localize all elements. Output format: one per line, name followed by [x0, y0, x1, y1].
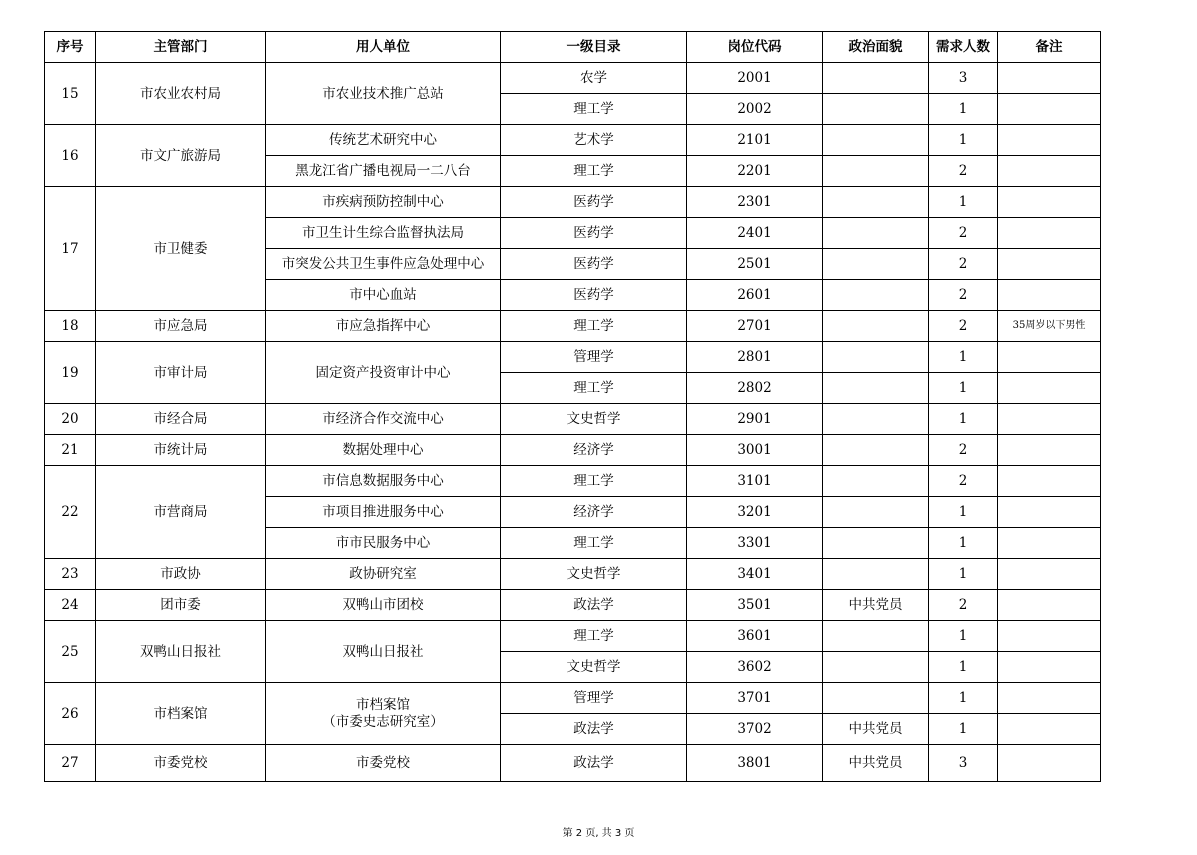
- cell-seq: 25: [45, 621, 96, 683]
- cell-count: 2: [929, 435, 998, 466]
- table-row: [45, 311, 1101, 342]
- cell-unit: 市应急指挥中心: [266, 311, 501, 342]
- cell-code: 2301: [687, 187, 823, 218]
- cell-note: [998, 497, 1101, 528]
- header-dept: 主管部门: [96, 32, 266, 63]
- cell-dept: 双鸭山日报社: [96, 621, 266, 683]
- cell-political: [823, 218, 929, 249]
- cell-category: 文史哲学: [501, 559, 687, 590]
- cell-note: [998, 466, 1101, 497]
- cell-unit: 政协研究室: [266, 559, 501, 590]
- cell-category: 经济学: [501, 435, 687, 466]
- cell-note: [998, 373, 1101, 404]
- cell-category: 医药学: [501, 218, 687, 249]
- cell-seq: 24: [45, 590, 96, 621]
- cell-code: 3401: [687, 559, 823, 590]
- cell-unit: 固定资产投资审计中心: [266, 342, 501, 404]
- cell-count: 1: [929, 528, 998, 559]
- cell-seq: 15: [45, 63, 96, 125]
- cell-seq: 17: [45, 187, 96, 311]
- cell-code: 2401: [687, 218, 823, 249]
- cell-political: [823, 404, 929, 435]
- cell-category: 理工学: [501, 94, 687, 125]
- cell-note: [998, 249, 1101, 280]
- cell-code: 2901: [687, 404, 823, 435]
- cell-political: 中共党员: [823, 714, 929, 745]
- cell-count: 1: [929, 342, 998, 373]
- cell-category: 管理学: [501, 683, 687, 714]
- cell-note: [998, 714, 1101, 745]
- cell-seq: 27: [45, 745, 96, 782]
- cell-note: [998, 435, 1101, 466]
- cell-code: 3701: [687, 683, 823, 714]
- cell-note: [998, 218, 1101, 249]
- cell-category: 理工学: [501, 311, 687, 342]
- cell-political: [823, 435, 929, 466]
- cell-note: [998, 590, 1101, 621]
- cell-count: 1: [929, 404, 998, 435]
- cell-count: 1: [929, 373, 998, 404]
- cell-code: 2501: [687, 249, 823, 280]
- cell-count: 2: [929, 156, 998, 187]
- cell-count: 2: [929, 590, 998, 621]
- cell-seq: 21: [45, 435, 96, 466]
- cell-seq: 22: [45, 466, 96, 559]
- cell-political: [823, 342, 929, 373]
- cell-category: 艺术学: [501, 125, 687, 156]
- cell-note: [998, 342, 1101, 373]
- cell-unit: 传统艺术研究中心: [266, 125, 501, 156]
- header-row: [45, 32, 1101, 63]
- cell-political: [823, 63, 929, 94]
- header-unit: 用人单位: [266, 32, 501, 63]
- cell-count: 1: [929, 187, 998, 218]
- header-political: 政治面貌: [823, 32, 929, 63]
- cell-unit: 市疾病预防控制中心: [266, 187, 501, 218]
- cell-unit: 市市民服务中心: [266, 528, 501, 559]
- cell-count: 1: [929, 714, 998, 745]
- recruitment-table: [44, 31, 1101, 782]
- cell-note: [998, 94, 1101, 125]
- cell-dept: 市委党校: [96, 745, 266, 782]
- page-number: 第 2 页, 共 3 页: [562, 828, 635, 839]
- cell-count: 1: [929, 652, 998, 683]
- cell-count: 2: [929, 311, 998, 342]
- cell-unit: 双鸭山日报社: [266, 621, 501, 683]
- cell-dept: 团市委: [96, 590, 266, 621]
- cell-political: 中共党员: [823, 590, 929, 621]
- cell-category: 文史哲学: [501, 404, 687, 435]
- cell-unit: 黑龙江省广播电视局一二八台: [266, 156, 501, 187]
- cell-code: 2101: [687, 125, 823, 156]
- cell-category: 文史哲学: [501, 652, 687, 683]
- cell-unit: 市项目推进服务中心: [266, 497, 501, 528]
- cell-dept: 市卫健委: [96, 187, 266, 311]
- header-note: 备注: [998, 32, 1101, 63]
- cell-code: 3101: [687, 466, 823, 497]
- cell-category: 医药学: [501, 249, 687, 280]
- cell-unit: 数据处理中心: [266, 435, 501, 466]
- cell-code: 2201: [687, 156, 823, 187]
- cell-note: 35周岁以下男性: [998, 311, 1101, 342]
- header-count: 需求人数: [929, 32, 998, 63]
- cell-count: 1: [929, 621, 998, 652]
- cell-dept: 市经合局: [96, 404, 266, 435]
- cell-note: [998, 125, 1101, 156]
- cell-code: 3301: [687, 528, 823, 559]
- cell-code: 3801: [687, 745, 823, 782]
- header-category: 一级目录: [501, 32, 687, 63]
- cell-unit: 市农业技术推广总站: [266, 63, 501, 125]
- cell-count: 3: [929, 63, 998, 94]
- cell-dept: 市审计局: [96, 342, 266, 404]
- cell-political: [823, 652, 929, 683]
- cell-category: 政法学: [501, 745, 687, 782]
- cell-count: 1: [929, 683, 998, 714]
- cell-code: 2802: [687, 373, 823, 404]
- cell-note: [998, 63, 1101, 94]
- cell-unit: [266, 683, 501, 745]
- table-row: [45, 342, 1101, 373]
- cell-category: 医药学: [501, 187, 687, 218]
- cell-count: 1: [929, 559, 998, 590]
- cell-category: 理工学: [501, 528, 687, 559]
- header-seq: 序号: [45, 32, 96, 63]
- cell-unit: 市委党校: [266, 745, 501, 782]
- cell-political: [823, 373, 929, 404]
- table-row: [45, 435, 1101, 466]
- cell-unit: 市经济合作交流中心: [266, 404, 501, 435]
- cell-political: [823, 249, 929, 280]
- cell-code: 2701: [687, 311, 823, 342]
- cell-category: 理工学: [501, 373, 687, 404]
- cell-category: 经济学: [501, 497, 687, 528]
- cell-political: [823, 187, 929, 218]
- cell-political: [823, 156, 929, 187]
- table-row: [45, 683, 1101, 714]
- cell-seq: 26: [45, 683, 96, 745]
- cell-note: [998, 404, 1101, 435]
- cell-dept: 市营商局: [96, 466, 266, 559]
- cell-category: 管理学: [501, 342, 687, 373]
- cell-political: [823, 311, 929, 342]
- table-row: [45, 621, 1101, 652]
- table-row: [45, 590, 1101, 621]
- cell-political: [823, 280, 929, 311]
- cell-code: 2002: [687, 94, 823, 125]
- table-row: [45, 63, 1101, 94]
- cell-unit: 市卫生计生综合监督执法局: [266, 218, 501, 249]
- cell-count: 2: [929, 466, 998, 497]
- cell-category: 政法学: [501, 714, 687, 745]
- cell-code: 3702: [687, 714, 823, 745]
- cell-dept: 市政协: [96, 559, 266, 590]
- cell-category: 理工学: [501, 621, 687, 652]
- cell-political: [823, 683, 929, 714]
- cell-count: 1: [929, 125, 998, 156]
- cell-political: [823, 125, 929, 156]
- cell-count: 2: [929, 249, 998, 280]
- cell-unit: 双鸭山市团校: [266, 590, 501, 621]
- header-code: 岗位代码: [687, 32, 823, 63]
- cell-note: [998, 652, 1101, 683]
- cell-unit-line2: （市委史志研究室）: [322, 713, 444, 730]
- table-row: [45, 745, 1101, 782]
- cell-count: 3: [929, 745, 998, 782]
- cell-note: [998, 683, 1101, 714]
- cell-note: [998, 156, 1101, 187]
- cell-note: [998, 559, 1101, 590]
- table-row: [45, 466, 1101, 497]
- cell-category: 医药学: [501, 280, 687, 311]
- cell-seq: 18: [45, 311, 96, 342]
- cell-seq: 23: [45, 559, 96, 590]
- cell-unit: 市中心血站: [266, 280, 501, 311]
- cell-dept: 市文广旅游局: [96, 125, 266, 187]
- cell-unit-line1: 市档案馆: [356, 696, 410, 713]
- cell-seq: 20: [45, 404, 96, 435]
- table-row: [45, 559, 1101, 590]
- cell-political: [823, 528, 929, 559]
- cell-dept: 市档案馆: [96, 683, 266, 745]
- cell-code: 2001: [687, 63, 823, 94]
- cell-note: [998, 187, 1101, 218]
- cell-dept: 市统计局: [96, 435, 266, 466]
- cell-code: 3001: [687, 435, 823, 466]
- cell-dept: 市应急局: [96, 311, 266, 342]
- cell-political: [823, 466, 929, 497]
- cell-unit: 市信息数据服务中心: [266, 466, 501, 497]
- cell-code: 3602: [687, 652, 823, 683]
- table-row: [45, 125, 1101, 156]
- cell-code: 2801: [687, 342, 823, 373]
- cell-seq: 16: [45, 125, 96, 187]
- table-row: [45, 404, 1101, 435]
- table-row: [45, 187, 1101, 218]
- cell-category: 理工学: [501, 156, 687, 187]
- cell-code: 3501: [687, 590, 823, 621]
- cell-category: 农学: [501, 63, 687, 94]
- cell-seq: 19: [45, 342, 96, 404]
- cell-political: 中共党员: [823, 745, 929, 782]
- cell-code: 3201: [687, 497, 823, 528]
- cell-code: 2601: [687, 280, 823, 311]
- cell-code: 3601: [687, 621, 823, 652]
- cell-political: [823, 94, 929, 125]
- cell-unit: 市突发公共卫生事件应急处理中心: [266, 249, 501, 280]
- cell-political: [823, 497, 929, 528]
- cell-note: [998, 745, 1101, 782]
- cell-political: [823, 621, 929, 652]
- cell-note: [998, 280, 1101, 311]
- cell-note: [998, 621, 1101, 652]
- cell-count: 1: [929, 497, 998, 528]
- cell-count: 2: [929, 280, 998, 311]
- cell-dept: 市农业农村局: [96, 63, 266, 125]
- cell-category: 理工学: [501, 466, 687, 497]
- cell-political: [823, 559, 929, 590]
- cell-category: 政法学: [501, 590, 687, 621]
- cell-count: 1: [929, 94, 998, 125]
- cell-note: [998, 528, 1101, 559]
- cell-count: 2: [929, 218, 998, 249]
